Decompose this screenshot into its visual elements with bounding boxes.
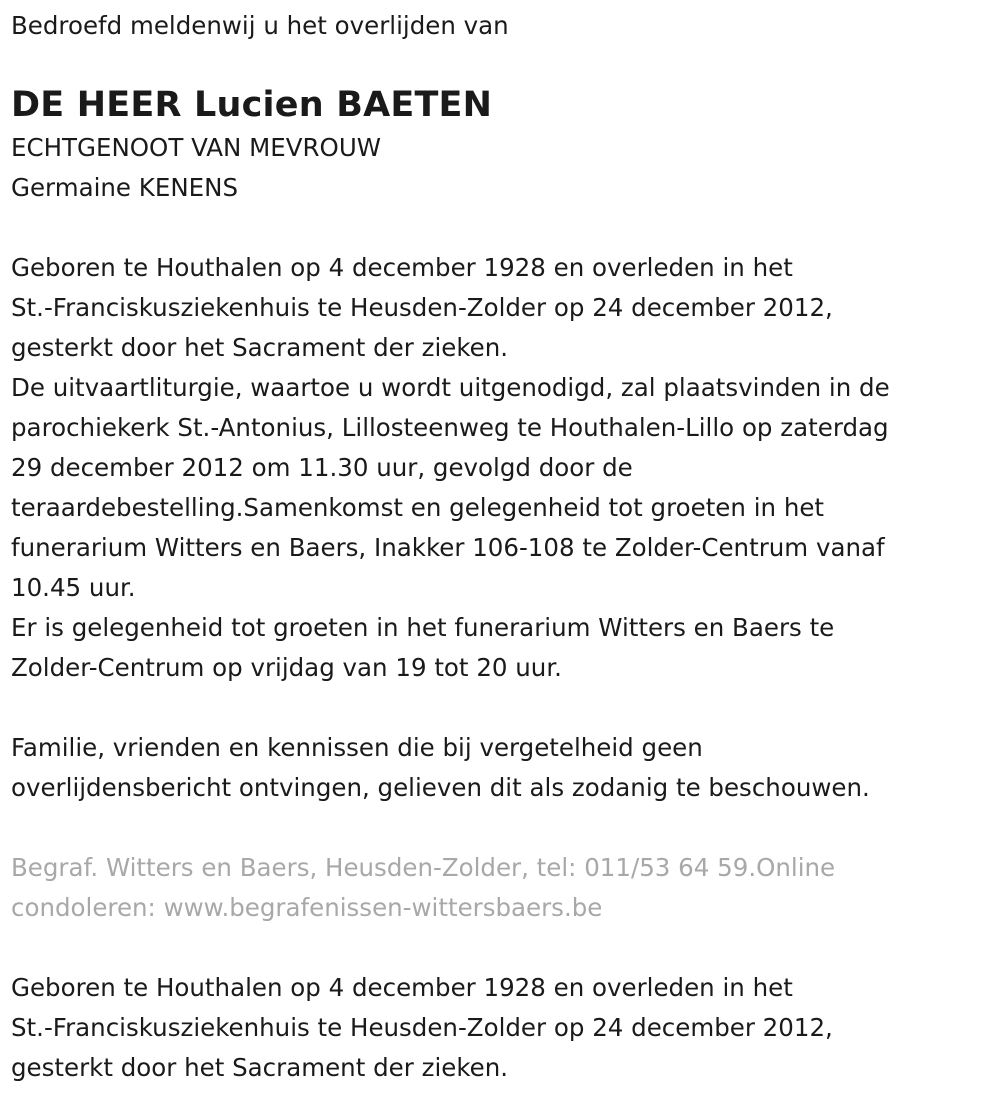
paragraph-line: teraardebestelling.Samenkomst en gelegenheid tot groeten in het bbox=[11, 493, 825, 522]
funeral-home-line: Begraf. Witters en Baers, Heusden-Zolder, tel: 011/53 64 59.Online bbox=[11, 853, 836, 882]
paragraph-line: Familie, vrienden en kennissen die bij vergetelheid geen bbox=[11, 733, 703, 762]
spouse-line-1: ECHTGENOOT VAN MEVROUW bbox=[11, 133, 382, 162]
spacer bbox=[11, 808, 1000, 848]
paragraph-line: 10.45 uur. bbox=[11, 573, 136, 602]
paragraph-line: Geboren te Houthalen op 4 december 1928 en overleden in het bbox=[11, 973, 793, 1002]
paragraph-line: gesterkt door het Sacrament der zieken. bbox=[11, 333, 509, 362]
paragraph-line: gesterkt door het Sacrament der zieken. bbox=[11, 1053, 509, 1082]
paragraph-birth-repeat bbox=[11, 968, 1000, 1088]
spouse-line-2: Germaine KENENS bbox=[11, 173, 239, 202]
funeral-home-info bbox=[11, 848, 1000, 928]
deceased-name: DE HEER Lucien BAETEN bbox=[11, 85, 493, 125]
paragraph-line: overlijdensbericht ontvingen, gelieven dit als zodanig te beschouwen. bbox=[11, 773, 870, 802]
spacer bbox=[11, 208, 1000, 248]
paragraph-line: St.-Franciskusziekenhuis te Heusden-Zolder op 24 december 2012, bbox=[11, 293, 833, 322]
paragraph-line: funerarium Witters en Baers, Inakker 106-108 te Zolder-Centrum vanaf bbox=[11, 533, 885, 562]
spacer bbox=[11, 928, 1000, 968]
paragraph-line: St.-Franciskusziekenhuis te Heusden-Zolder op 24 december 2012, bbox=[11, 1013, 833, 1042]
funeral-home-line: condoleren: www.begrafenissen-wittersbaers.be bbox=[11, 893, 603, 922]
paragraph-line: De uitvaartliturgie, waartoe u wordt uitgenodigd, zal plaatsvinden in de bbox=[11, 373, 890, 402]
paragraph-line: 29 december 2012 om 11.30 uur, gevolgd door de bbox=[11, 453, 633, 482]
paragraph-line: parochiekerk St.-Antonius, Lillosteenweg te Houthalen-Lillo op zaterdag bbox=[11, 413, 889, 442]
paragraph-line: Er is gelegenheid tot groeten in het funerarium Witters en Baers te bbox=[11, 613, 835, 642]
intro-text: Bedroefd meldenwij u het overlijden van bbox=[11, 11, 509, 40]
paragraph-birth-funeral bbox=[11, 248, 1000, 688]
paragraph-family-notice bbox=[11, 728, 1000, 808]
paragraph-line: Zolder-Centrum op vrijdag van 19 tot 20 uur. bbox=[11, 653, 562, 682]
paragraph-line: Geboren te Houthalen op 4 december 1928 en overleden in het bbox=[11, 253, 793, 282]
spacer bbox=[11, 688, 1000, 728]
